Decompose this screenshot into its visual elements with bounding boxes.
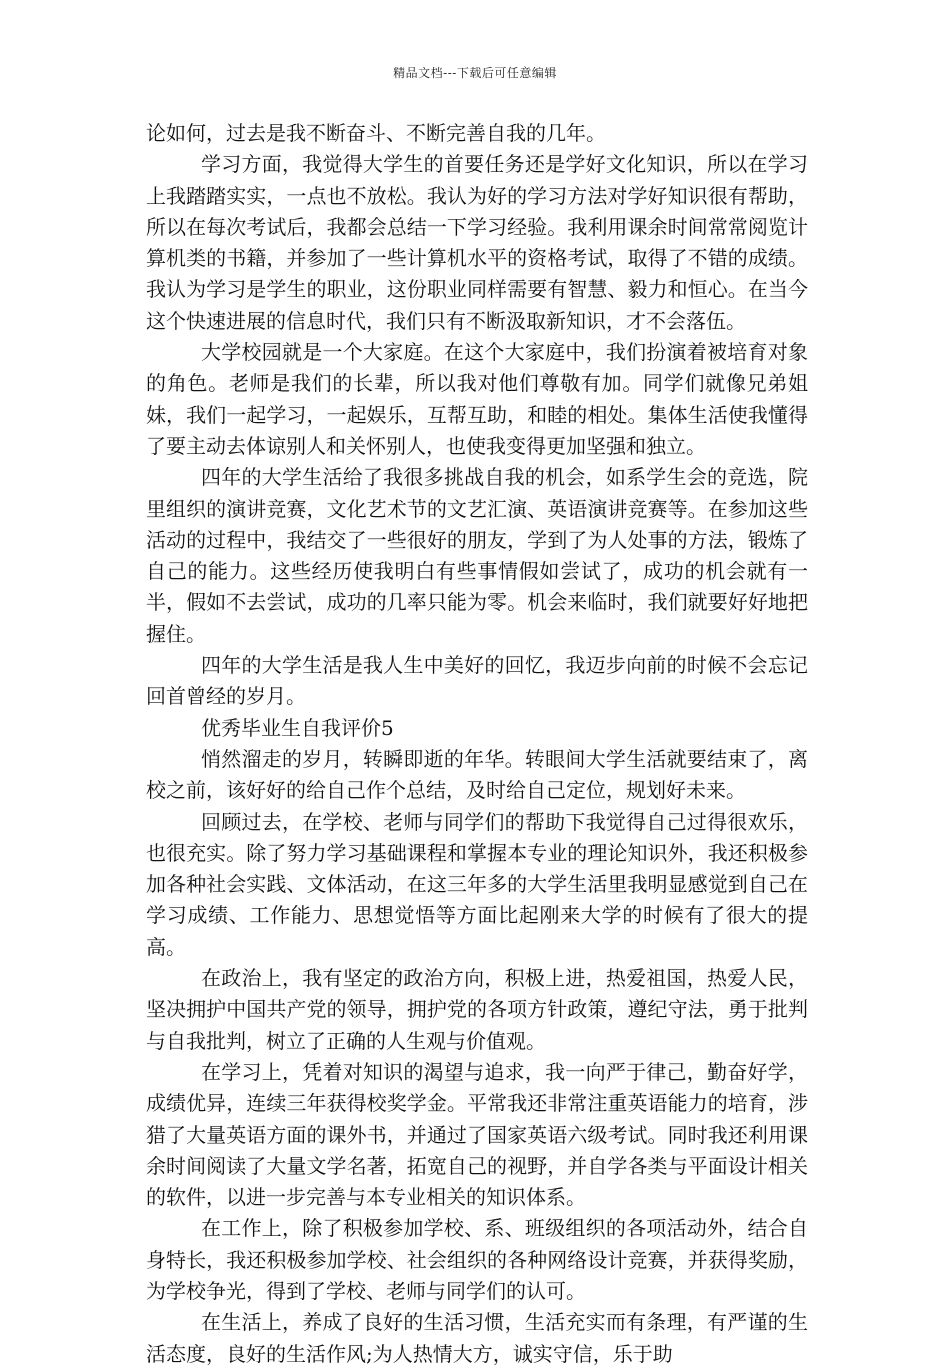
paragraph-1: 论如何，过去是我不断奋斗、不断完善自我的几年。 <box>146 121 606 145</box>
page-header: 精品文档---下载后可任意编辑 <box>393 66 557 80</box>
section-heading: 优秀毕业生自我评价5 <box>201 715 394 740</box>
paragraph-7: 悄然溜走的岁月，转瞬即逝的年华。转眼间大学生活就要结束了，离校之前，该好好的给自己作个总结，及时给自己定位，规划好未来。 <box>146 746 808 803</box>
paragraph-5: 四年的大学生活是我人生中美好的回忆，我迈步向前的时候不会忘记回首曾经的岁月。 <box>146 653 808 709</box>
paragraph-11: 在工作上，除了积极参加学校、系、班级组织的各项活动外，结合自身特长，我还积极参加学校、社会组织的各种网络设计竞赛，并获得奖励，为学校争光，得到了学校、老师与同学们的认可。 <box>146 1216 808 1303</box>
paragraph-12: 在生活上，养成了良好的生活习惯，生活充实而有条理，有严谨的生活态度，良好的生活作风;为人热情大方，诚实守信，乐于助 <box>146 1310 808 1366</box>
paragraph-9: 在政治上，我有坚定的政治方向，积极上进，热爱祖国，热爱人民，坚决拥护中国共产党的领导，拥护党的各项方针政策，遵纪守法，勇于批判与自我批判，树立了正确的人生观与价值观。 <box>146 966 808 1053</box>
paragraph-10: 在学习上，凭着对知识的渴望与追求，我一向严于律己，勤奋好学，成绩优异，连续三年获得校奖学金。平常我还非常注重英语能力的培育，涉猎了大量英语方面的课外书，并通过了国家英语六级考试。同时我还利用课余时间阅读了大量文学名著，拓宽自己的视野，并自学各类与平面设计相关的软件，以进一步完善与本专业相关的知识体系。 <box>146 1059 808 1210</box>
paragraph-3: 大学校园就是一个大家庭。在这个大家庭中，我们扮演着被培育对象的角色。老师是我们的长辈，所以我对他们尊敬有加。同学们就像兄弟姐妹，我们一起学习，一起娱乐，互帮互助，和睦的相处。集体生活使我懂得了要主动去体谅别人和关怀别人，也使我变得更加坚强和独立。 <box>146 340 808 458</box>
document-body <box>146 118 808 1370</box>
paragraph-8: 回顾过去，在学校、老师与同学们的帮助下我觉得自己过得很欢乐，也很充实。除了努力学习基础课程和掌握本专业的理论知识外，我还积极参加各种社会实践、文体活动，在这三年多的大学生活里我明显感觉到自己在学习成绩、工作能力、思想觉悟等方面比起刚来大学的时候有了很大的提高。 <box>146 809 808 959</box>
paragraph-4: 四年的大学生活给了我很多挑战自我的机会，如系学生会的竞选，院里组织的演讲竞赛，文化艺术节的文艺汇演、英语演讲竞赛等。在参加这些活动的过程中，我结交了一些很好的朋友，学到了为人处事的方法，锻炼了自己的能力。这些经历使我明白有些事情假如尝试了，成功的机会就有一半，假如不去尝试，成功的几率只能为零。机会来临时，我们就要好好地把握住。 <box>146 465 808 646</box>
paragraph-2: 学习方面，我觉得大学生的首要任务还是学好文化知识，所以在学习上我踏踏实实，一点也不放松。我认为好的学习方法对学好知识很有帮助，所以在每次考试后，我都会总结一下学习经验。我利用课余时间常常阅览计算机类的书籍，并参加了一些计算机水平的资格考试，取得了不错的成绩。我认为学习是学生的职业，这份职业同样需要有智慧、毅力和恒心。在当今这个快速进展的信息时代，我们只有不断汲取新知识，才不会落伍。 <box>146 152 808 333</box>
